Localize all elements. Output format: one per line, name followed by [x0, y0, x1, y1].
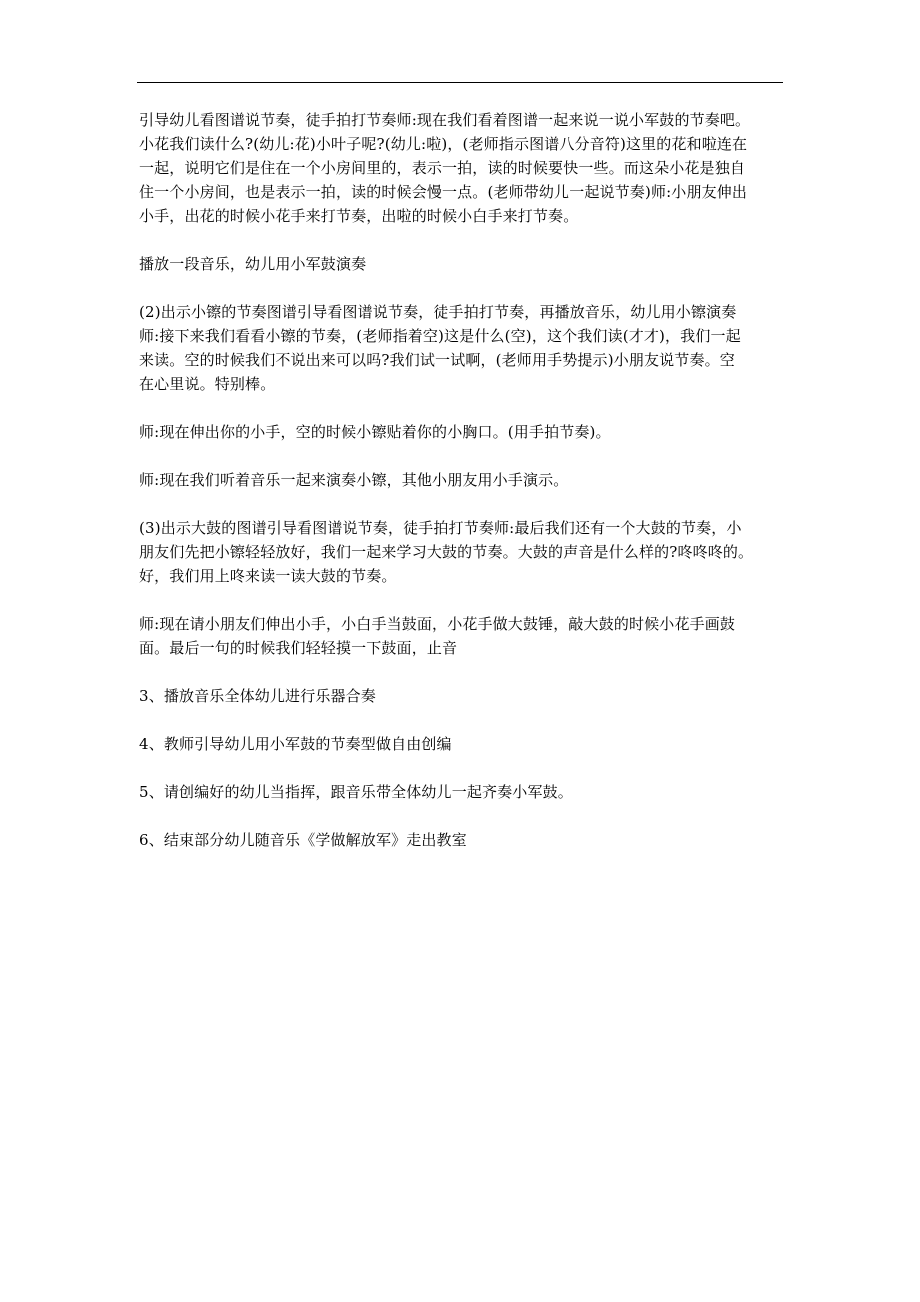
text-line: 4、教师引导幼儿用小军鼓的节奏型做自由创编: [139, 735, 452, 753]
text-line: (2)出示小镲的节奏图谱引导看图谱说节奏，徒手拍打节奏，再播放音乐，幼儿用小镲演奏: [139, 303, 737, 321]
text-line: 来读。空的时候我们不说出来可以吗?我们试一试啊，(老师用手势提示)小朋友说节奏。空: [139, 351, 735, 369]
paragraph: [139, 420, 799, 444]
paragraph: [139, 780, 799, 804]
text-line: 6、结束部分幼儿随音乐《学做解放军》走出教室: [139, 831, 467, 849]
paragraph: [139, 108, 799, 228]
text-line: 3、播放音乐全体幼儿进行乐器合奏: [139, 687, 376, 705]
text-line: 好，我们用上咚来读一读大鼓的节奏。: [139, 567, 397, 585]
text-line: 师:现在请小朋友们伸出小手，小白手当鼓面，小花手做大鼓锤，敲大鼓的时候小花手画鼓: [139, 615, 736, 633]
text-line: (3)出示大鼓的图谱引导看图谱说节奏，徒手拍打节奏师:最后我们还有一个大鼓的节奏，小: [139, 519, 742, 537]
paragraph: [139, 468, 799, 492]
paragraph: [139, 300, 799, 396]
text-line: 5、请创编好的幼儿当指挥，跟音乐带全体幼儿一起齐奏小军鼓。: [139, 783, 573, 801]
text-line: 师:现在伸出你的小手，空的时候小镲贴着你的小胸口。(用手拍节奏)。: [139, 423, 611, 441]
paragraph: [139, 828, 799, 852]
text-line: 播放一段音乐，幼儿用小军鼓演奏: [139, 255, 367, 273]
text-line: 面。最后一句的时候我们轻轻摸一下鼓面，止音: [139, 639, 458, 657]
text-line: 住一个小房间，也是表示一拍，读的时候会慢一点。(老师带幼儿一起说节奏)师:小朋友伸出: [139, 183, 748, 201]
paragraph: [139, 612, 799, 660]
text-line: 引导幼儿看图谱说节奏，徒手拍打节奏师:现在我们看着图谱一起来说一说小军鼓的节奏吧。: [139, 111, 751, 129]
header-rule: [137, 82, 783, 83]
text-line: 小花我们读什么?(幼儿:花)小叶子呢?(幼儿:啦)，(老师指示图谱八分音符)这里的花和啦连在: [139, 135, 748, 153]
paragraph: [139, 252, 799, 276]
text-line: 小手，出花的时候小花手来打节奏，出啦的时候小白手来打节奏。: [139, 207, 579, 225]
paragraph: [139, 684, 799, 708]
text-line: 朋友们先把小镲轻轻放好，我们一起来学习大鼓的节奏。大鼓的声音是什么样的?咚咚咚的。: [139, 543, 754, 561]
paragraph: [139, 516, 799, 588]
text-line: 师:接下来我们看看小镲的节奏，(老师指着空)这是什么(空)，这个我们读(才才)，我们一起: [139, 327, 741, 345]
text-line: 在心里说。特别棒。: [139, 375, 276, 393]
text-line: 师:现在我们听着音乐一起来演奏小镲，其他小朋友用小手演示。: [139, 471, 569, 489]
text-line: 一起，说明它们是住在一个小房间里的，表示一拍，读的时候要快一些。而这朵小花是独自: [139, 159, 746, 177]
document-body: [139, 108, 799, 876]
paragraph: [139, 732, 799, 756]
